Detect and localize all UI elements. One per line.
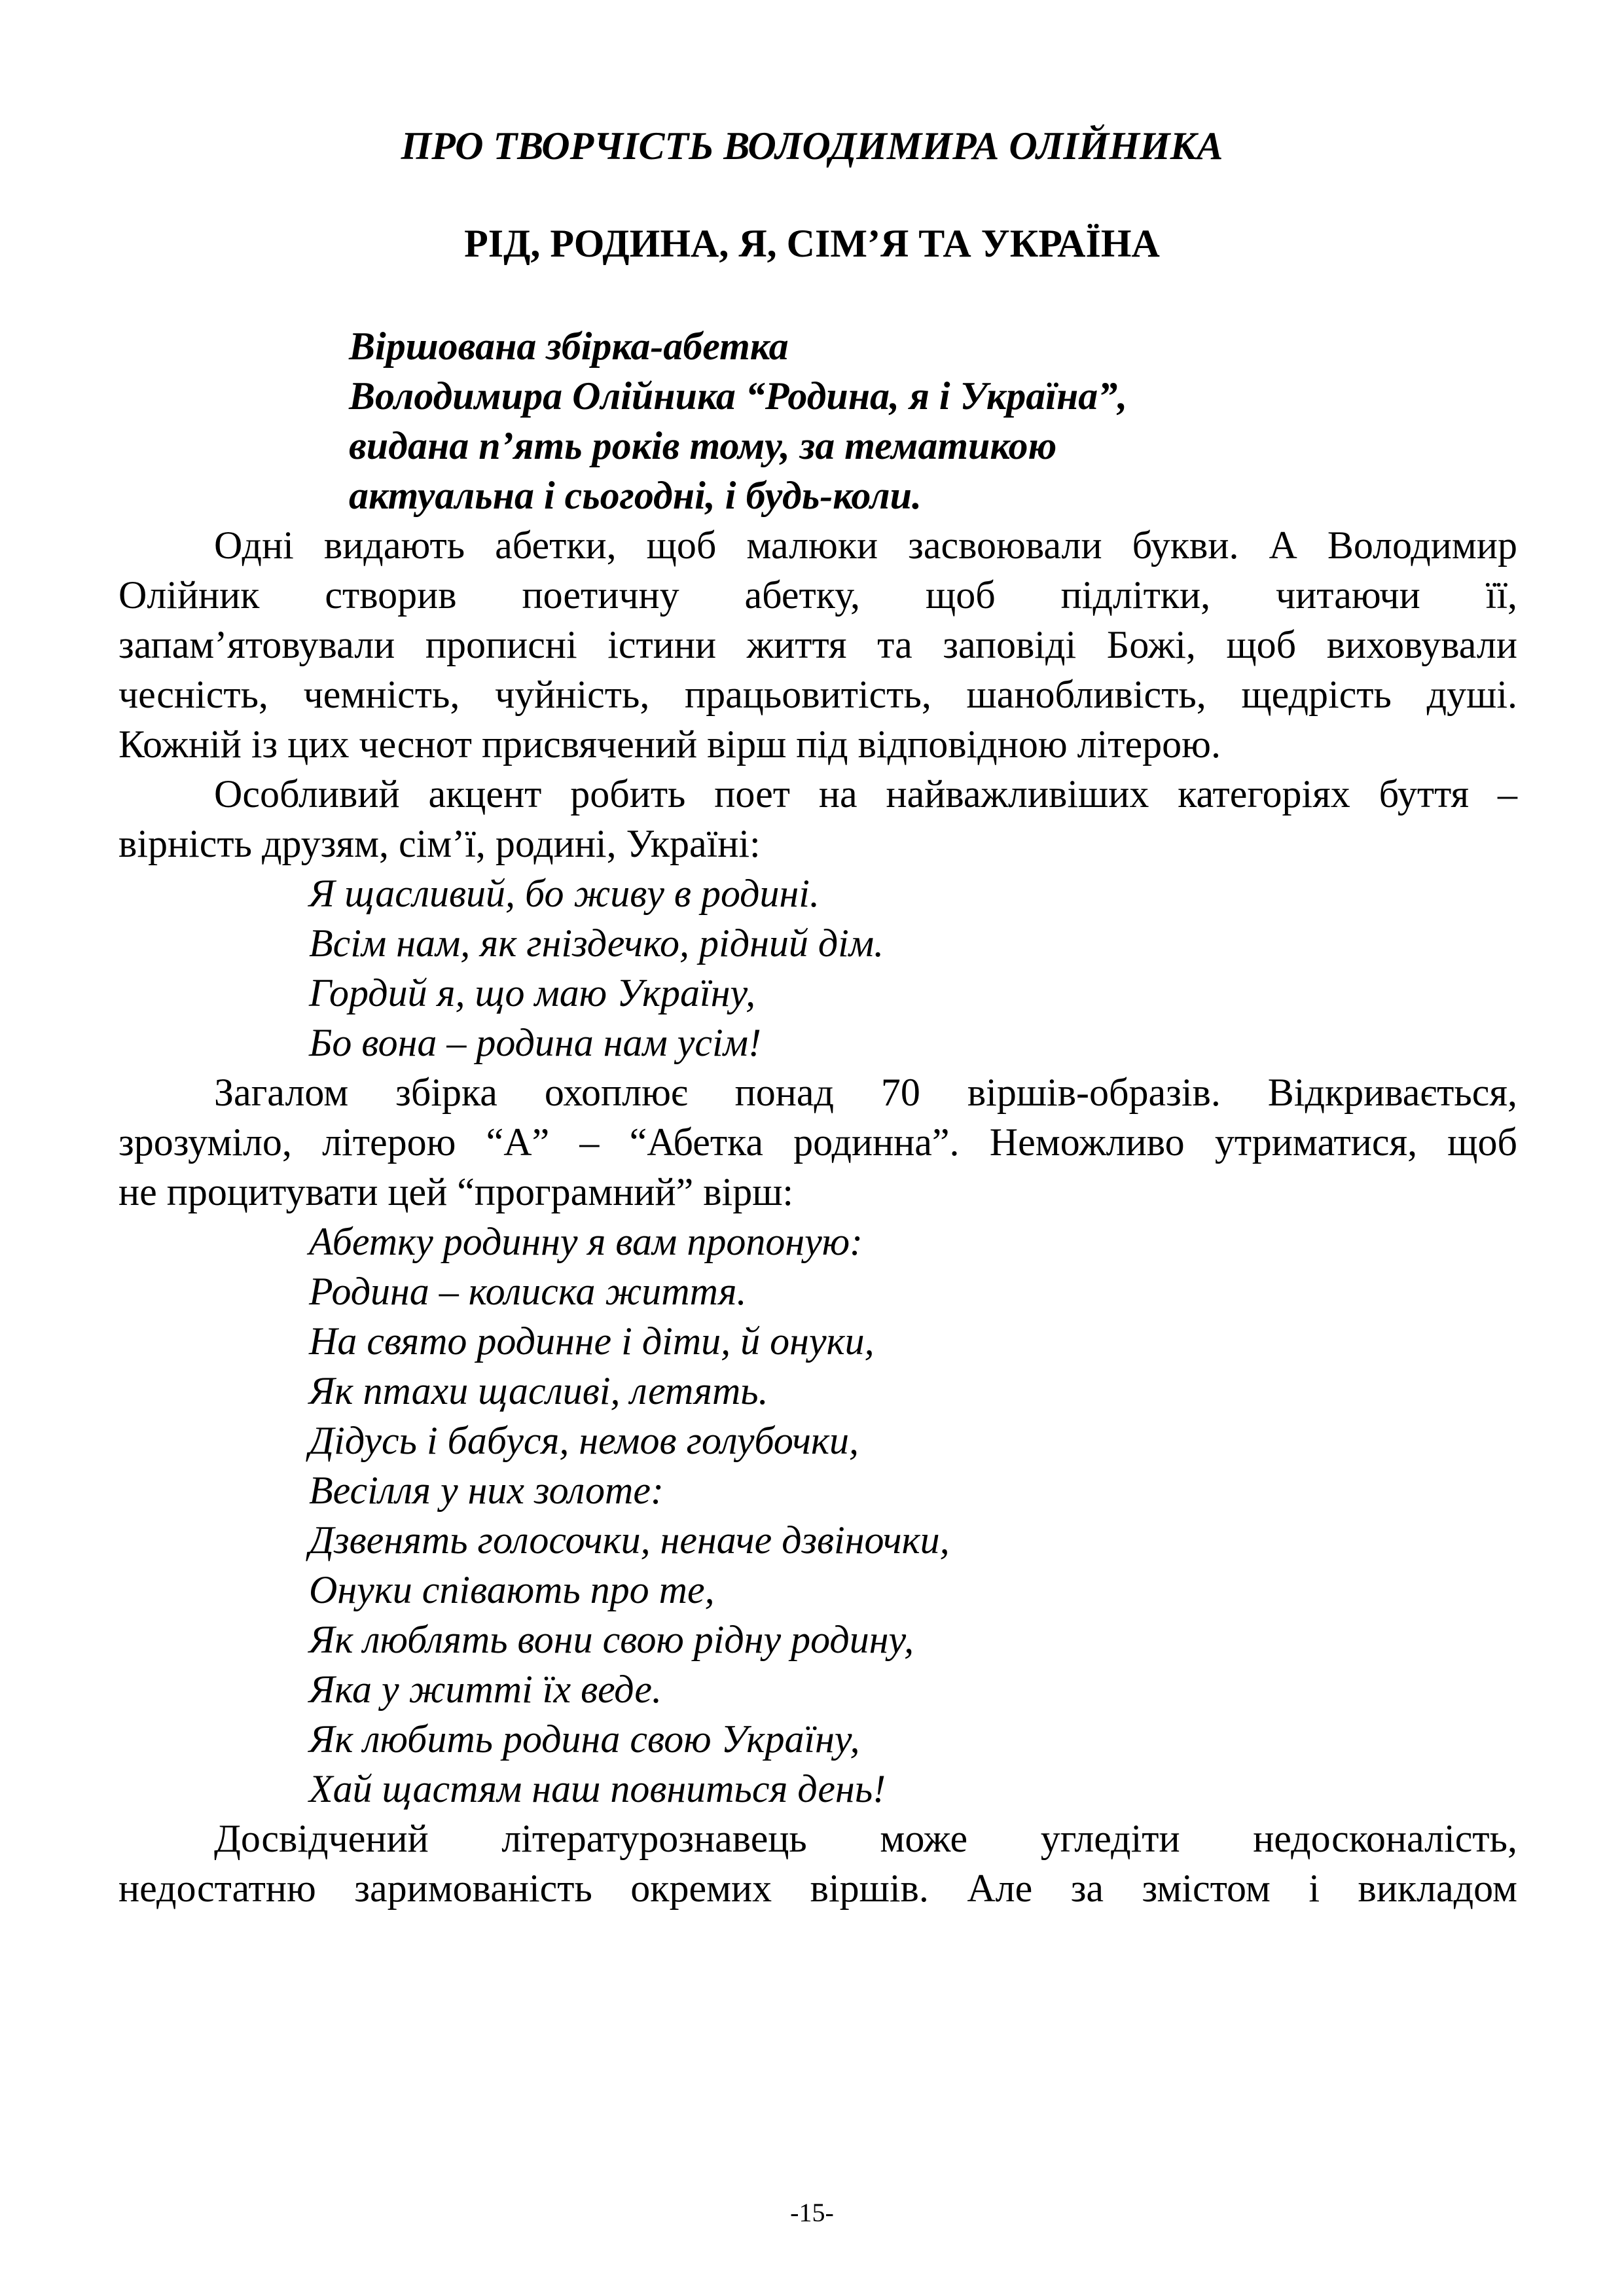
paragraph-line: Загалом збірка охоплює понад 70 віршів-образів. Відкривається,	[214, 1071, 1517, 1114]
poem-line: Я щасливий, бо живу в родині.	[309, 872, 820, 915]
poem-line: Абетку родинну я вам пропоную:	[309, 1220, 863, 1263]
paragraph-line: Досвідчений літературознавець може угледіти недосконаліcть,	[214, 1817, 1517, 1860]
page-number: -15-	[790, 2198, 834, 2227]
paragraph-line: Особливий акцент робить поет на найважливіших категоріях буття –	[214, 772, 1517, 816]
paragraph-line: запам’ятовували прописні істини життя та заповіді Божі, щоб виховували	[118, 623, 1517, 666]
poem-line: Родина – колиска життя.	[309, 1270, 747, 1313]
epigraph-line: Віршована збірка-абетка	[349, 325, 789, 368]
epigraph-line: актуальна і сьогодні, і будь-коли.	[349, 474, 922, 517]
poem-line: Як птахи щасливі, летять.	[309, 1369, 768, 1412]
paragraph-line: Кожній із цих чеснот присвячений вірш під відповідною літерою.	[118, 723, 1221, 766]
poem-line: Хай щастям наш повниться день!	[309, 1767, 886, 1810]
section-title: ПРО ТВОРЧІСТЬ ВОЛОДИМИРА ОЛІЙНИКА	[401, 124, 1223, 168]
poem-line: Онуки співають про те,	[309, 1568, 715, 1611]
poem-line: Весілля у них золоте:	[309, 1469, 664, 1512]
poem-line: Дідусь і бабуся, немов голубочки,	[309, 1419, 859, 1462]
poem-line: Гордий я, що маю Україну,	[309, 971, 756, 1014]
poem-line: Як любить родина свою Україну,	[309, 1717, 860, 1761]
epigraph-line: видана п’ять років тому, за тематикою	[349, 424, 1057, 467]
poem-line: Всім нам, як гніздечко, рідний дім.	[309, 922, 884, 965]
poem-line: Як люблять вони свою рідну родину,	[309, 1618, 914, 1661]
poem-line: Дзвенять голосочки, неначе дзвіночки,	[309, 1518, 950, 1562]
paragraph-line: не процитувати цей “програмний” вірш:	[118, 1170, 794, 1213]
poem-line: Бо вона – родина нам усім!	[309, 1021, 761, 1064]
article-title: РІД, РОДИНА, Я, СІМ’Я ТА УКРАЇНА	[464, 222, 1160, 265]
paragraph-line: Одні видають абетки, щоб малюки засвоювали букви. А Володимир	[214, 524, 1517, 567]
epigraph-line: Володимира Олійника “Родина, я і Україна”,	[349, 374, 1128, 418]
poem-line: На свято родинне і діти, й онуки,	[309, 1319, 875, 1363]
paragraph-line: чесність, чемність, чуйність, працьовитість, шанобливість, щедрість душі.	[118, 673, 1517, 716]
paragraph-line: Олійник створив поетичну абетку, щоб підлітки, читаючи її,	[118, 573, 1517, 617]
paragraph-line: недостатню заримованість окремих віршів. Але за змістом і викладом	[118, 1867, 1517, 1910]
poem-line: Яка у житті їх веде.	[309, 1668, 662, 1711]
paragraph-line: зрозуміло, літерою “А” – “Абетка родинна”. Неможливо утриматися, щоб	[118, 1121, 1517, 1164]
paragraph-line: вірність друзям, сім’ї, родині, Україні:	[118, 822, 761, 865]
